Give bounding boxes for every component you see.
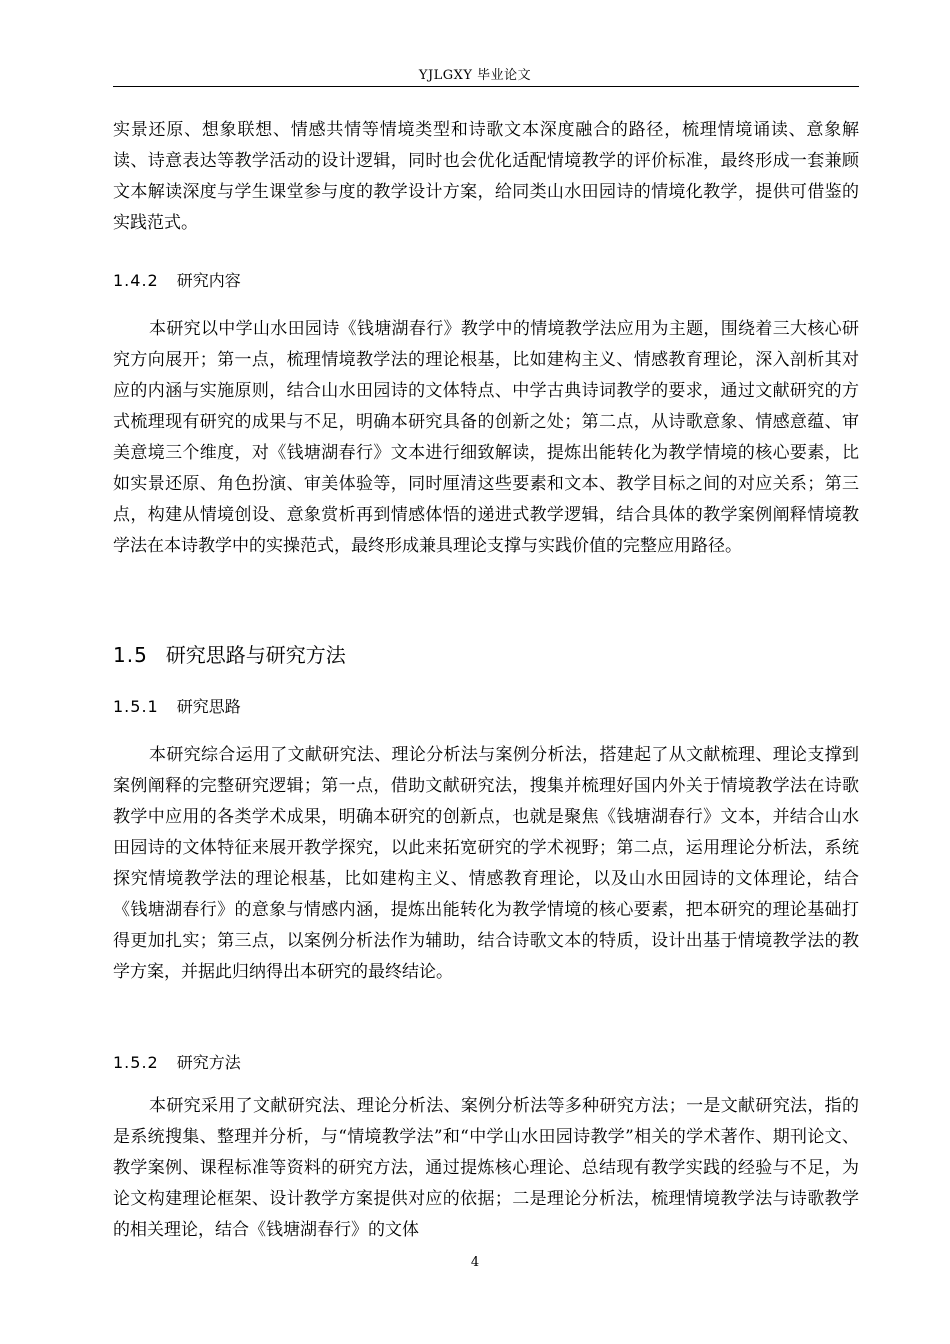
running-header: YJLGXY 毕业论文 (418, 68, 532, 83)
paragraph-research-methods: 本研究采用了文献研究法、理论分析法、案例分析法等多种研究方法；一是文献研究法，指的是系统搜集、整理并分析，与“情境教学法”和“中学山水田园诗教学”相关的学术著作、期刊论文、教学案例、课程标准等资料的研究方法，通过提炼核心理论、总结现有教学实践的经验与不足，为论文构建理论框架、设计教学方案提供对应的依据；二是理论分析法，梳理情境教学法与诗歌教学的相关理论，结合《钱塘湖春行》的文体 (113, 1096, 859, 1240)
heading-title: 研究思路与研究方法 (165, 643, 346, 667)
heading-1-5-1 (113, 697, 241, 717)
page-number: 4 (470, 1255, 480, 1270)
paragraph-research-approach: 本研究综合运用了文献研究法、理论分析法与案例分析法，搭建起了从文献梳理、理论支撑到案例阐释的完整研究逻辑；第一点，借助文献研究法，搜集并梳理好国内外关于情境教学法在诗歌教学中应用的各类学术成果，明确本研究的创新点，也就是聚焦《钱塘湖春行》文本，并结合山水田园诗的文体特征来展开教学探究，以此来拓宽研究的学术视野；第二点，运用理论分析法，系统探究情境教学法的理论根基，比如建构主义、情感教育理论，以及山水田园诗的文体理论，结合《钱塘湖春行》的意象与情感内涵，提炼出能转化为教学情境的核心要素，把本研究的理论基础打得更加扎实；第三点，以案例分析法作为辅助，结合诗歌文本的特质，设计出基于情境教学法的教学方案，并据此归纳得出本研究的最终结论。 (113, 745, 859, 982)
header-rule (113, 86, 859, 87)
heading-title: 研究方法 (176, 1053, 241, 1072)
heading-1-4-2 (113, 271, 241, 291)
heading-number: 1.5 (113, 643, 148, 667)
heading-1-5-2 (113, 1053, 241, 1073)
heading-1-5 (113, 643, 346, 667)
paragraph-research-content: 本研究以中学山水田园诗《钱塘湖春行》教学中的情境教学法应用为主题，围绕着三大核心研究方向展开；第一点，梳理情境教学法的理论根基，比如建构主义、情感教育理论，深入剖析其对应的内涵与实施原则，结合山水田园诗的文体特点、中学古典诗词教学的要求，通过文献研究的方式梳理现有研究的成果与不足，明确本研究具备的创新之处；第二点，从诗歌意象、情感意蕴、审美意境三个维度，对《钱塘湖春行》文本进行细致解读，提炼出能转化为教学情境的核心要素，比如实景还原、角色扮演、审美体验等，同时厘清这些要素和文本、教学目标之间的对应关系；第三点，构建从情境创设、意象赏析再到情感体悟的递进式教学逻辑，结合具体的教学案例阐释情境教学法在本诗教学中的实操范式，最终形成兼具理论支撑与实践价值的完整应用路径。 (113, 319, 859, 556)
heading-title: 研究内容 (176, 271, 241, 290)
heading-title: 研究思路 (176, 697, 241, 716)
heading-number: 1.4.2 (113, 271, 159, 290)
heading-number: 1.5.1 (113, 697, 159, 716)
heading-number: 1.5.2 (113, 1053, 159, 1072)
paragraph-continued: 实景还原、想象联想、情感共情等情境类型和诗歌文本深度融合的路径，梳理情境诵读、意象解读、诗意表达等教学活动的设计逻辑，同时也会优化适配情境教学的评价标准，最终形成一套兼顾文本解读深度与学生课堂参与度的教学设计方案，给同类山水田园诗的情境化教学，提供可借鉴的实践范式。 (113, 120, 859, 233)
